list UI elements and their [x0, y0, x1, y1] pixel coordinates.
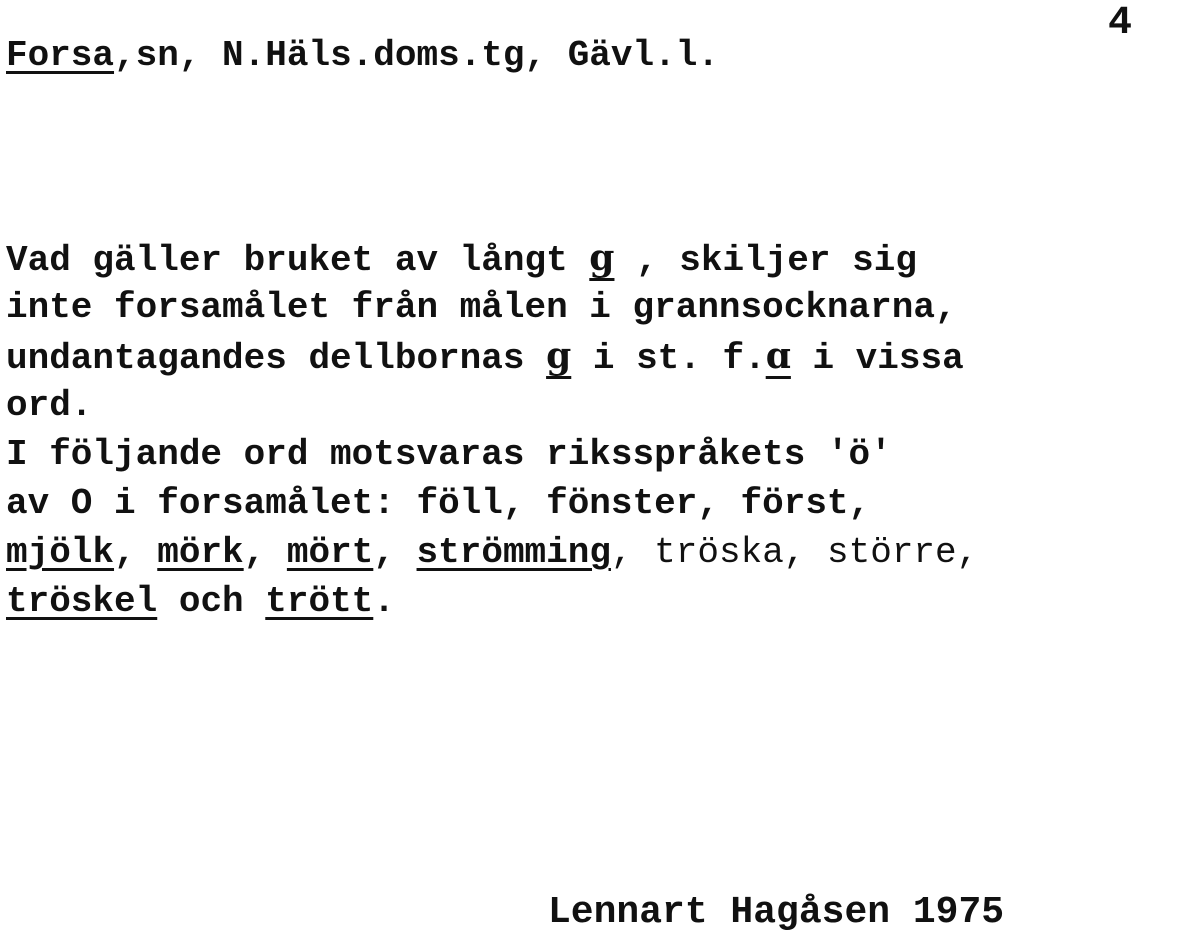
text-segment: . — [373, 581, 395, 622]
text-line-7 — [6, 528, 978, 577]
underlined-word: trött — [265, 581, 374, 622]
text-line-1 — [6, 234, 978, 283]
place-name: Forsa — [6, 35, 115, 76]
underlined-word: mörk — [157, 532, 244, 573]
text-line-6: av O i forsamålet: föll, fönster, först, — [6, 483, 871, 524]
card-body — [6, 234, 978, 626]
text-segment: i vissa — [790, 338, 964, 379]
text-segment: och — [157, 581, 266, 622]
text-line-5: I följande ord motsvaras riksspråkets 'ö' — [6, 434, 892, 475]
text-segment: , tröska, större, — [610, 532, 979, 573]
text-line-8 — [6, 577, 978, 626]
place-designation: ,sn, N.Häls.doms.tg, Gävl.l. — [114, 35, 719, 76]
phonetic-symbol: g — [546, 335, 572, 377]
underlined-word: mört — [286, 532, 374, 573]
underlined-word: strömming — [416, 532, 611, 573]
signature-year: 1975 — [912, 891, 1005, 934]
text-segment: undantagandes dellbornas — [6, 338, 547, 379]
phonetic-symbol: g — [589, 237, 615, 279]
signature — [548, 892, 1004, 934]
author-name: Lennart Hagåsen — [548, 891, 891, 934]
text-segment: i st. f. — [571, 338, 766, 379]
text-segment: , — [243, 532, 287, 573]
text-line-4: ord. — [6, 385, 93, 426]
text-line-2: inte forsamålet från målen i grannsocknarna, — [6, 287, 957, 328]
phonetic-symbol: ɑ — [765, 335, 791, 377]
underlined-word: tröskel — [6, 581, 158, 622]
text-segment: , — [114, 532, 158, 573]
text-segment: , skiljer sig — [614, 240, 917, 281]
text-segment: Vad gäller bruket av långt — [6, 240, 590, 281]
text-segment: , — [373, 532, 417, 573]
page-number: 4 — [1108, 1, 1133, 46]
underlined-word: mjölk — [6, 532, 115, 573]
card-header — [6, 36, 719, 76]
text-line-3 — [6, 332, 978, 381]
